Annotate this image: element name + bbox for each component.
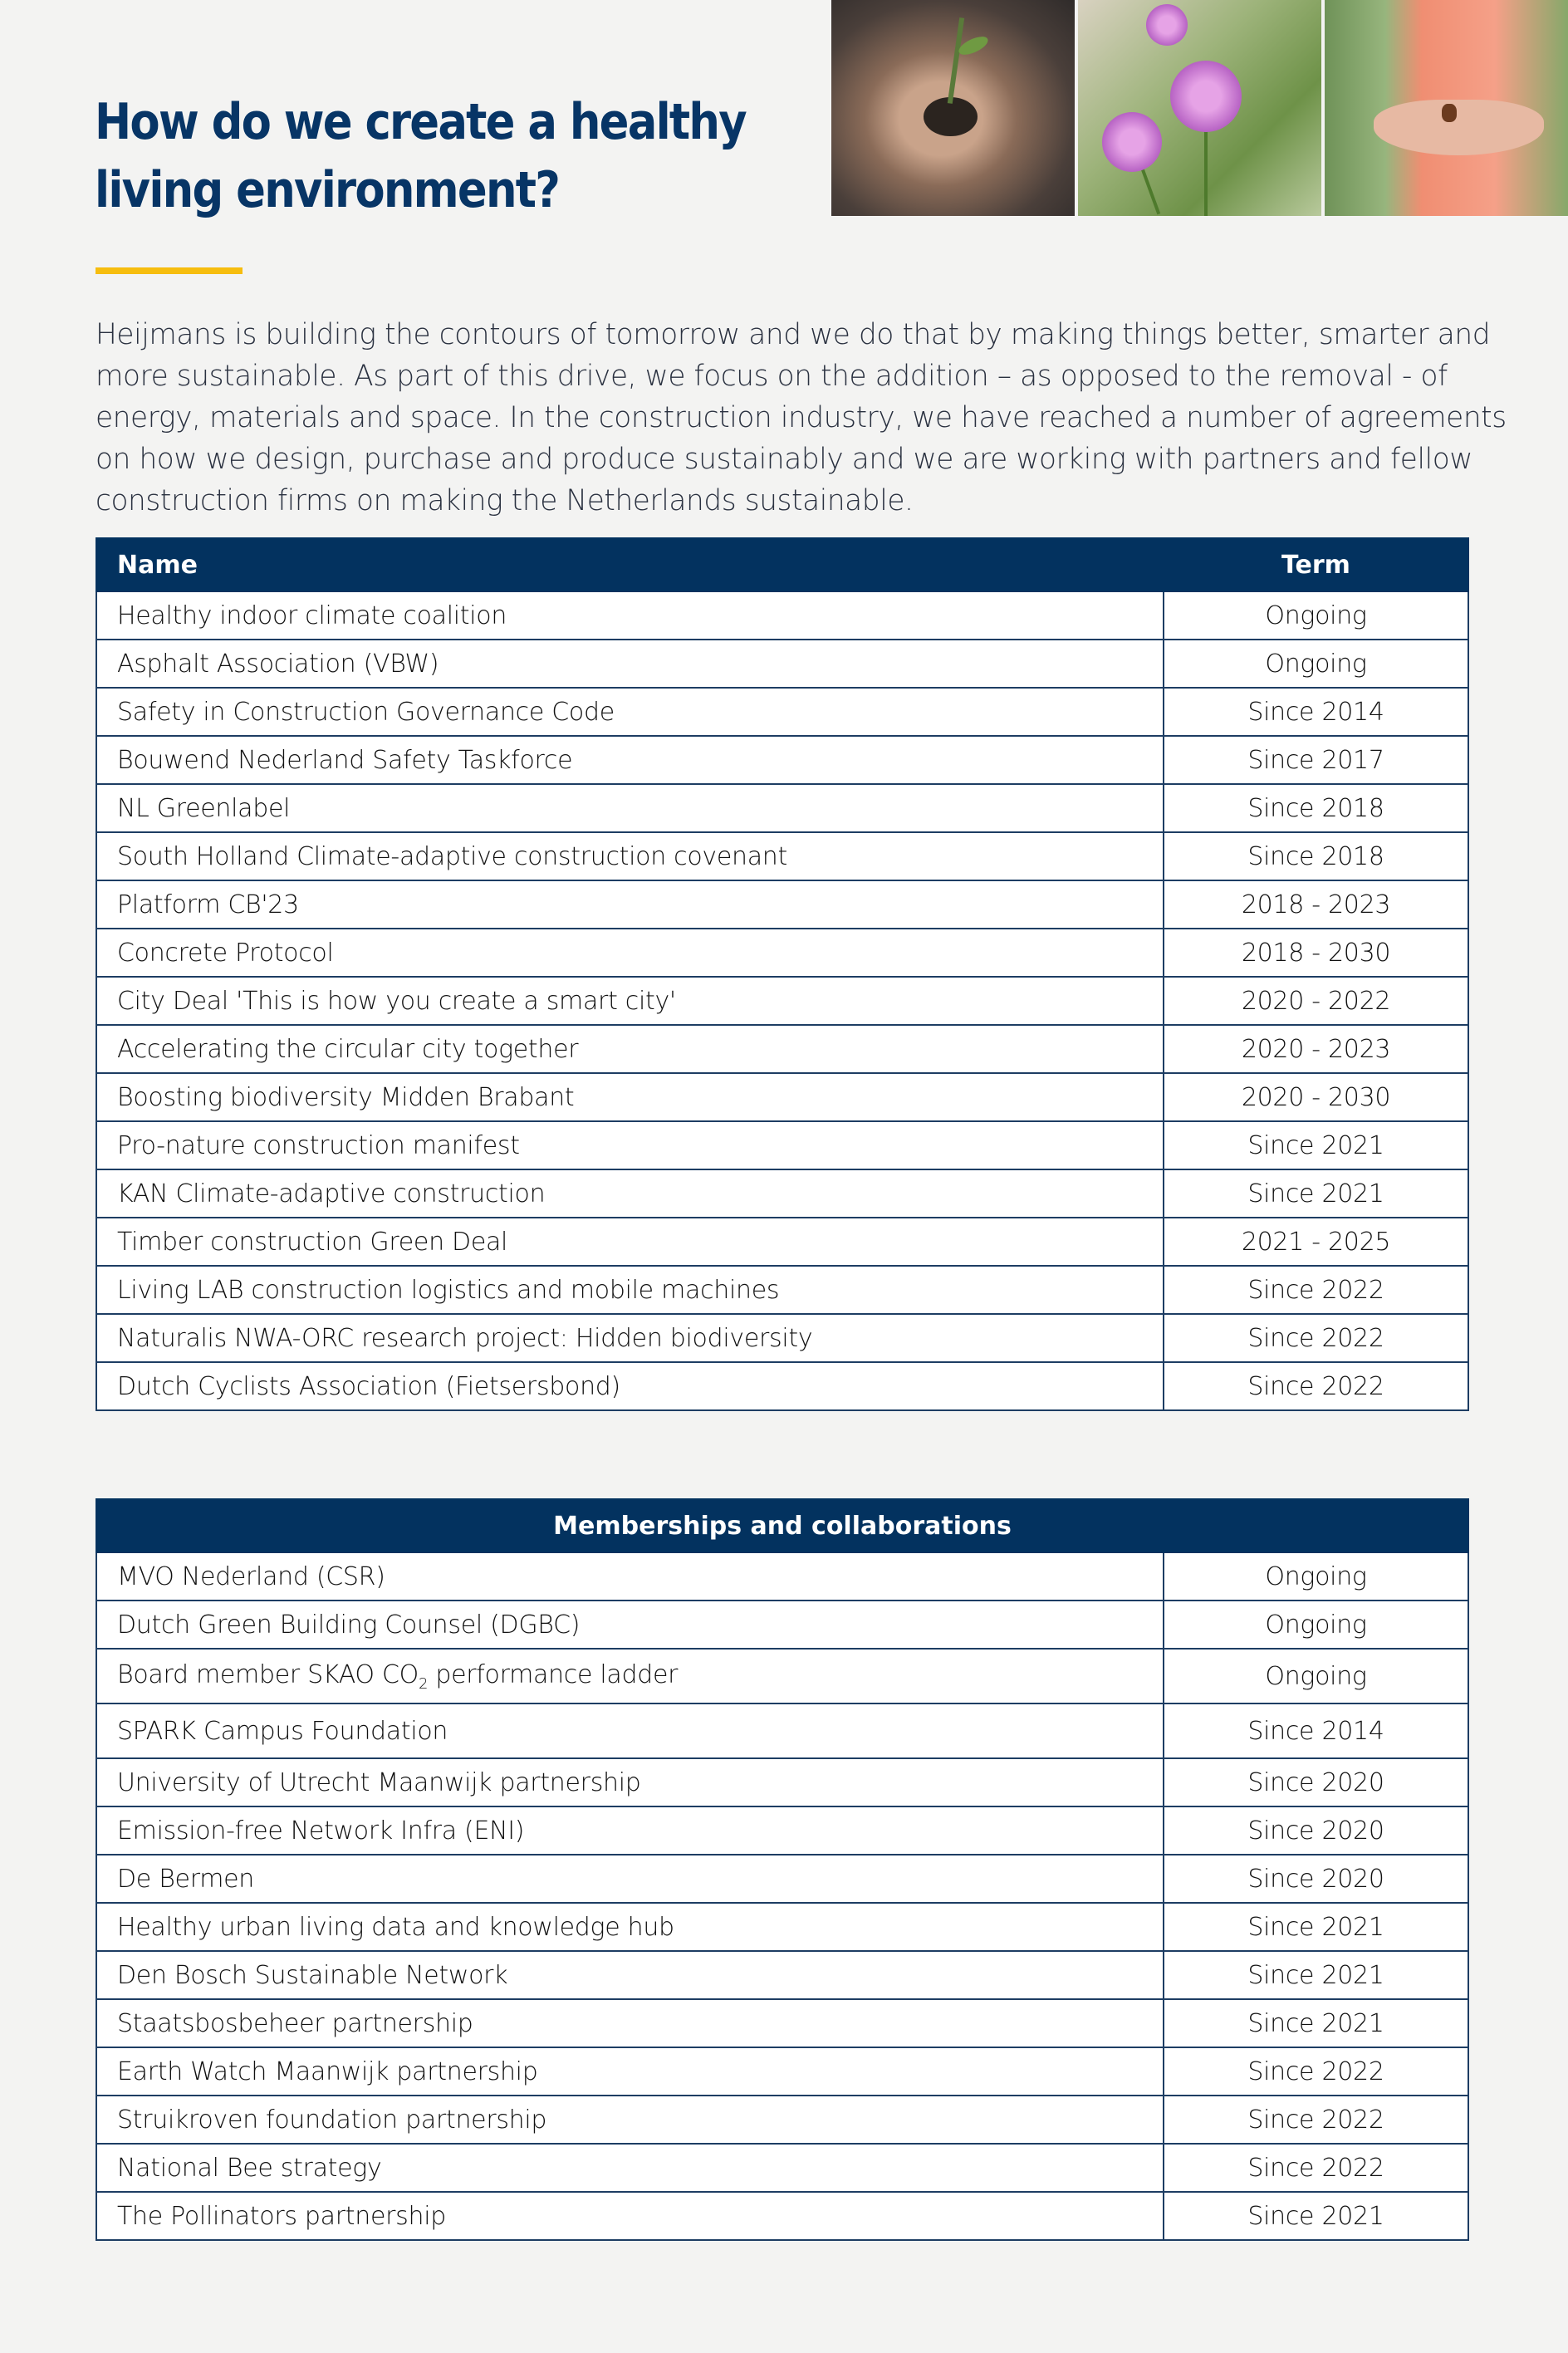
cell-name: Staatsbosbeheer partnership: [96, 1999, 1164, 2047]
agreements-table: [96, 537, 1469, 1411]
table-row: [96, 1703, 1468, 1758]
cell-name: SPARK Campus Foundation: [96, 1703, 1164, 1758]
table-header-row: [96, 538, 1468, 591]
title-accent-bar: [96, 267, 243, 274]
table-row: [96, 640, 1468, 688]
cell-name: Platform CB'23: [96, 880, 1164, 929]
cell-term: Since 2022: [1164, 1362, 1468, 1410]
table-row: [96, 1649, 1468, 1703]
table-row: [96, 2144, 1468, 2192]
table-row: [96, 1951, 1468, 1999]
table-row: [96, 1552, 1468, 1601]
cell-term: Since 2022: [1164, 2047, 1468, 2096]
cell-name-text: Board member SKAO CO: [117, 1659, 419, 1689]
cell-term: Since 2018: [1164, 784, 1468, 832]
header-photo-strip: [831, 0, 1568, 216]
cell-term: Since 2017: [1164, 736, 1468, 784]
table-row: [96, 591, 1468, 640]
cell-term: 2020 - 2030: [1164, 1073, 1468, 1121]
cell-term: Since 2022: [1164, 1266, 1468, 1314]
subscript-2: 2: [418, 1674, 429, 1693]
page-title-line-1: How do we create a healthy: [95, 93, 746, 151]
table-row: [96, 2047, 1468, 2096]
table-row: [96, 2096, 1468, 2144]
cell-name: Asphalt Association (VBW): [96, 640, 1164, 688]
column-header-name: Name: [96, 538, 1164, 591]
table-row: [96, 1758, 1468, 1806]
cell-name: Pro-nature construction manifest: [96, 1121, 1164, 1169]
table-row: [96, 784, 1468, 832]
memberships-table: [96, 1498, 1469, 2241]
chive-flower-with-bumblebee-photo: [1078, 0, 1321, 216]
cell-name: Living LAB construction logistics and mobile machines: [96, 1266, 1164, 1314]
cell-name: MVO Nederland (CSR): [96, 1552, 1164, 1601]
cell-name: Naturalis NWA-ORC research project: Hidden biodiversity: [96, 1314, 1164, 1362]
table-row: [96, 1806, 1468, 1855]
cell-name-text: performance ladder: [428, 1659, 679, 1689]
table-row: [96, 736, 1468, 784]
intro-paragraph: Heijmans is building the contours of tomorrow and we do that by making things better, smarter and more sustainable. As part of this drive, we focus on the addition – as opposed to the removal - of energy, materials and space. In the construction industry, we have reached a number of agreements on how we design, purchase and produce sustainably and we are working with partners and fellow construction firms on making the Netherlands sustainable.: [96, 318, 1507, 517]
table-row: [96, 1314, 1468, 1362]
cell-term: Since 2018: [1164, 832, 1468, 880]
table-row: [96, 1855, 1468, 1903]
cell-term: 2021 - 2025: [1164, 1218, 1468, 1266]
table-row: [96, 2192, 1468, 2240]
hands-holding-seedling-photo: [831, 0, 1075, 216]
table-row: [96, 1169, 1468, 1218]
table-row: [96, 1266, 1468, 1314]
table-row: [96, 1601, 1468, 1649]
cell-name: Healthy indoor climate coalition: [96, 591, 1164, 640]
table-row: [96, 1025, 1468, 1073]
table-row: [96, 929, 1468, 977]
cell-term: Since 2020: [1164, 1806, 1468, 1855]
cell-term: Ongoing: [1164, 1552, 1468, 1601]
cell-name: Dutch Cyclists Association (Fietsersbond): [96, 1362, 1164, 1410]
cell-name: City Deal 'This is how you create a smart city': [96, 977, 1164, 1025]
cell-term: 2020 - 2022: [1164, 977, 1468, 1025]
cell-term: Since 2020: [1164, 1855, 1468, 1903]
cell-term: Ongoing: [1164, 1649, 1468, 1703]
table-row: [96, 1362, 1468, 1410]
cell-name: [96, 1649, 1164, 1703]
cell-name: Earth Watch Maanwijk partnership: [96, 2047, 1164, 2096]
cell-name: University of Utrecht Maanwijk partnership: [96, 1758, 1164, 1806]
table-row: [96, 880, 1468, 929]
table-row: [96, 977, 1468, 1025]
table-row: [96, 1999, 1468, 2047]
cell-name: Emission-free Network Infra (ENI): [96, 1806, 1164, 1855]
cell-name: Accelerating the circular city together: [96, 1025, 1164, 1073]
page-title-line-2: living environment?: [95, 161, 560, 219]
cell-name: Boosting biodiversity Midden Brabant: [96, 1073, 1164, 1121]
table-row: [96, 1903, 1468, 1951]
table-row: [96, 832, 1468, 880]
cell-term: Ongoing: [1164, 591, 1468, 640]
cell-name: South Holland Climate-adaptive construction covenant: [96, 832, 1164, 880]
cell-term: Since 2021: [1164, 1903, 1468, 1951]
cell-term: Since 2021: [1164, 1951, 1468, 1999]
cell-name: De Bermen: [96, 1855, 1164, 1903]
cell-name: Den Bosch Sustainable Network: [96, 1951, 1164, 1999]
cell-term: 2018 - 2023: [1164, 880, 1468, 929]
cell-name: Timber construction Green Deal: [96, 1218, 1164, 1266]
memberships-header: Memberships and collaborations: [96, 1499, 1468, 1552]
cell-term: Since 2021: [1164, 1999, 1468, 2047]
table-row: [96, 1218, 1468, 1266]
page-title: [95, 88, 752, 224]
cell-name: KAN Climate-adaptive construction: [96, 1169, 1164, 1218]
cell-name: Healthy urban living data and knowledge hub: [96, 1903, 1164, 1951]
table-row: [96, 1073, 1468, 1121]
cell-name: Concrete Protocol: [96, 929, 1164, 977]
cell-term: Ongoing: [1164, 1601, 1468, 1649]
column-header-term: Term: [1164, 538, 1468, 591]
cell-term: Since 2022: [1164, 1314, 1468, 1362]
cell-term: Since 2021: [1164, 1121, 1468, 1169]
table-header-row: [96, 1499, 1468, 1552]
cell-term: Since 2014: [1164, 688, 1468, 736]
table-row: [96, 1121, 1468, 1169]
cell-term: Since 2014: [1164, 1703, 1468, 1758]
cell-term: Since 2022: [1164, 2096, 1468, 2144]
cell-name: Safety in Construction Governance Code: [96, 688, 1164, 736]
cell-term: 2018 - 2030: [1164, 929, 1468, 977]
cell-term: 2020 - 2023: [1164, 1025, 1468, 1073]
cell-term: Since 2022: [1164, 2144, 1468, 2192]
cell-term: Since 2021: [1164, 1169, 1468, 1218]
cell-term: Ongoing: [1164, 640, 1468, 688]
cell-name: NL Greenlabel: [96, 784, 1164, 832]
child-holding-butterfly-photo: [1325, 0, 1568, 216]
cell-name: Dutch Green Building Counsel (DGBC): [96, 1601, 1164, 1649]
cell-term: Since 2020: [1164, 1758, 1468, 1806]
table-row: [96, 688, 1468, 736]
cell-term: Since 2021: [1164, 2192, 1468, 2240]
cell-name: Struikroven foundation partnership: [96, 2096, 1164, 2144]
cell-name: The Pollinators partnership: [96, 2192, 1164, 2240]
cell-name: Bouwend Nederland Safety Taskforce: [96, 736, 1164, 784]
cell-name: National Bee strategy: [96, 2144, 1164, 2192]
